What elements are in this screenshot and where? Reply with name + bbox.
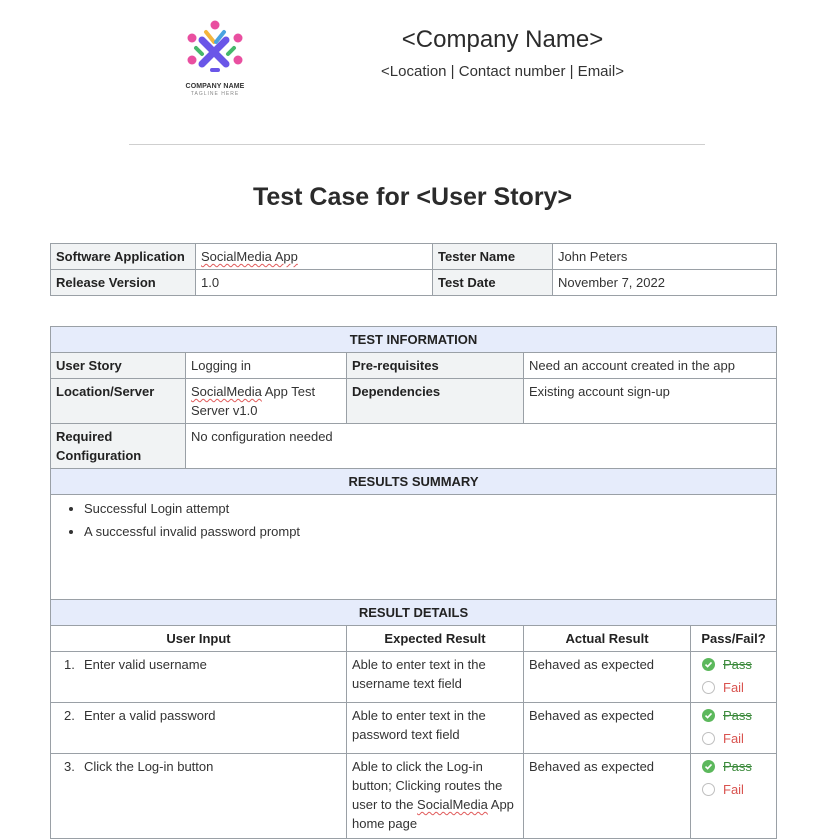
- column-header-pass-fail: Pass/Fail?: [691, 626, 777, 652]
- fail-option[interactable]: [696, 727, 771, 750]
- expected-text-part: App home page: [352, 797, 514, 831]
- actual-result-cell[interactable]: Behaved as expected: [524, 703, 691, 754]
- fail-label: Fail: [723, 680, 744, 695]
- column-header-actual: Actual Result: [524, 626, 691, 652]
- pass-fail-cell: [691, 703, 777, 754]
- check-circle-icon[interactable]: [702, 760, 715, 773]
- logo-tagline: TAGLINE HERE: [190, 91, 240, 97]
- software-value-text: SocialMedia App: [201, 249, 298, 264]
- fail-label: Fail: [723, 731, 744, 746]
- company-header: [340, 26, 665, 80]
- header-divider: [129, 144, 705, 145]
- results-summary-cell[interactable]: [51, 495, 777, 600]
- tester-value[interactable]: John Peters: [553, 244, 777, 270]
- date-value[interactable]: November 7, 2022: [553, 270, 777, 296]
- expected-text-app: SocialMedia: [417, 797, 488, 812]
- company-name: <Company Name>: [401, 26, 604, 53]
- people-circle-logo-icon: [182, 20, 248, 82]
- dependencies-label: Dependencies: [347, 379, 524, 424]
- check-circle-icon[interactable]: [702, 658, 715, 671]
- row-number: 3.: [64, 759, 75, 774]
- software-value[interactable]: [196, 244, 433, 270]
- expected-text-part: Able to click the Log-in button; Clicking routes the user to the: [352, 759, 503, 812]
- page-title: Test Case for <User Story>: [252, 183, 573, 211]
- user-story-value[interactable]: Logging in: [186, 353, 347, 379]
- expected-result-cell[interactable]: [347, 754, 524, 839]
- location-value-rest: App Test Server v1.0: [191, 384, 316, 418]
- result-details-heading: RESULT DETAILS: [51, 600, 777, 626]
- dependencies-value[interactable]: Existing account sign-up: [524, 379, 777, 424]
- actual-result-cell[interactable]: Behaved as expected: [524, 754, 691, 839]
- user-input-cell[interactable]: [51, 652, 347, 703]
- fail-option[interactable]: [696, 778, 771, 801]
- company-logo: [178, 20, 252, 110]
- user-input-text: Enter a valid password: [84, 708, 216, 723]
- table-row: [51, 652, 777, 703]
- test-information-heading: TEST INFORMATION: [51, 327, 777, 353]
- results-summary-list: [56, 497, 771, 543]
- column-header-user-input: User Input: [51, 626, 347, 652]
- pass-label: Pass: [723, 759, 752, 774]
- empty-circle-icon[interactable]: [702, 681, 715, 694]
- check-circle-icon[interactable]: [702, 709, 715, 722]
- user-input-cell[interactable]: [51, 703, 347, 754]
- location-value-app: SocialMedia: [191, 384, 262, 399]
- prerequisites-label: Pre-requisites: [347, 353, 524, 379]
- info-row: [51, 353, 777, 379]
- test-meta-table: [50, 243, 777, 296]
- configuration-value[interactable]: No configuration needed: [186, 424, 777, 469]
- empty-circle-icon[interactable]: [702, 783, 715, 796]
- pass-label: Pass: [723, 657, 752, 672]
- empty-circle-icon[interactable]: [702, 732, 715, 745]
- pass-option[interactable]: [696, 755, 771, 778]
- meta-row: [51, 244, 777, 270]
- location-label: Location/Server: [51, 379, 186, 424]
- expected-result-cell[interactable]: Able to enter text in the password text field: [347, 703, 524, 754]
- expected-result-cell[interactable]: Able to enter text in the username text field: [347, 652, 524, 703]
- meta-row: [51, 270, 777, 296]
- release-value[interactable]: 1.0: [196, 270, 433, 296]
- table-row: [51, 703, 777, 754]
- software-label: Software Application: [51, 244, 196, 270]
- result-details-header-row: [51, 626, 777, 652]
- fail-label: Fail: [723, 782, 744, 797]
- location-value[interactable]: [186, 379, 347, 424]
- logo-company-name: COMPANY NAME: [185, 83, 245, 90]
- row-number: 1.: [64, 657, 75, 672]
- configuration-label: Required Configuration: [51, 424, 186, 469]
- list-item: • Successful Login attempt: [84, 497, 771, 520]
- pass-option[interactable]: [696, 704, 771, 727]
- user-story-label: User Story: [51, 353, 186, 379]
- tester-label: Tester Name: [433, 244, 553, 270]
- pass-fail-cell: [691, 652, 777, 703]
- column-header-expected: Expected Result: [347, 626, 524, 652]
- test-case-table: [50, 326, 777, 839]
- list-item: • A successful invalid password prompt: [84, 520, 771, 543]
- prerequisites-value[interactable]: Need an account created in the app: [524, 353, 777, 379]
- user-input-cell[interactable]: [51, 754, 347, 839]
- info-row: [51, 379, 777, 424]
- date-label: Test Date: [433, 270, 553, 296]
- info-row: [51, 424, 777, 469]
- table-row: [51, 754, 777, 839]
- pass-fail-cell: [691, 754, 777, 839]
- actual-result-cell[interactable]: Behaved as expected: [524, 652, 691, 703]
- pass-label: Pass: [723, 708, 752, 723]
- user-input-text: Click the Log-in button: [84, 759, 214, 774]
- row-number: 2.: [64, 708, 75, 723]
- pass-option[interactable]: [696, 653, 771, 676]
- results-summary-heading: RESULTS SUMMARY: [51, 469, 777, 495]
- company-contact-line: <Location | Contact number | Email>: [381, 63, 624, 80]
- release-label: Release Version: [51, 270, 196, 296]
- fail-option[interactable]: [696, 676, 771, 699]
- user-input-text: Enter valid username: [84, 657, 207, 672]
